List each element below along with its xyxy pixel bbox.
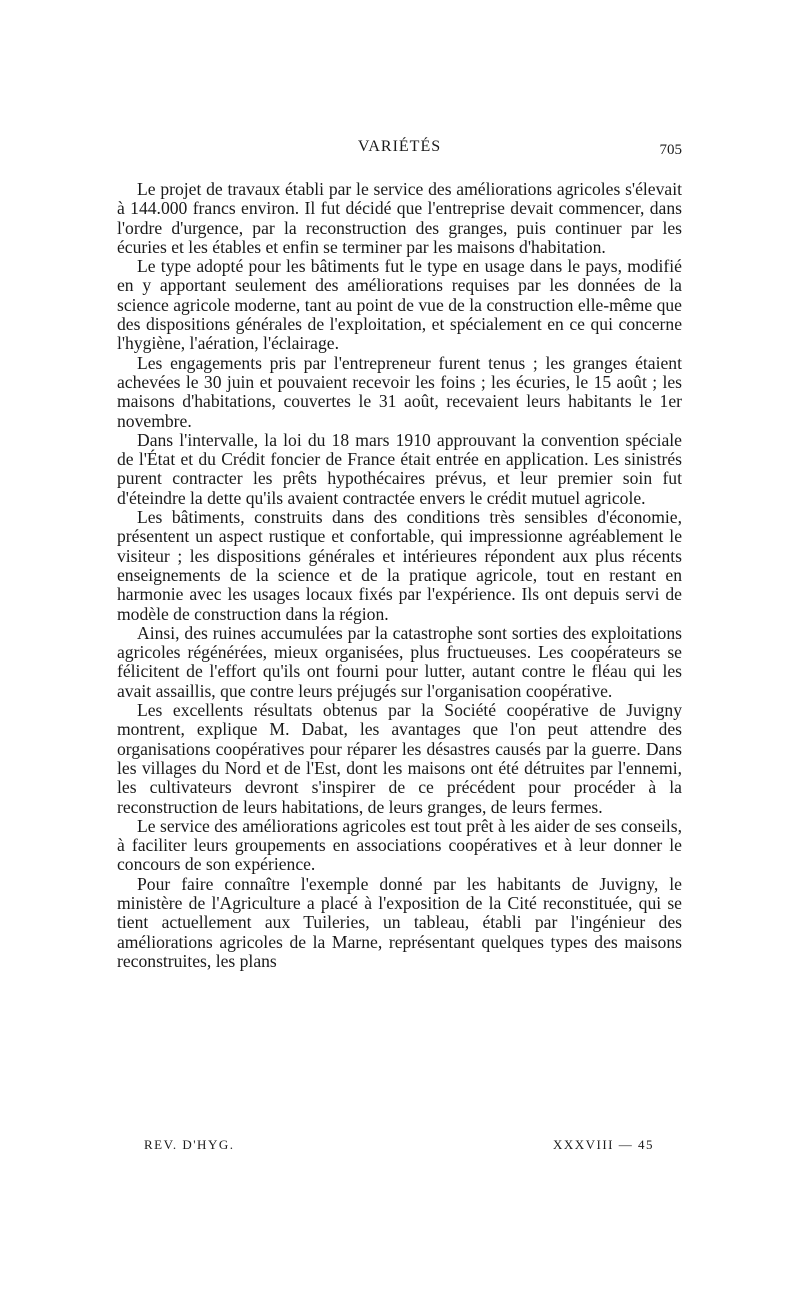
running-title: VARIÉTÉS <box>357 138 442 155</box>
paragraph-projet-travaux: Le projet de travaux établi par le service des améliorations agricoles s'élevait à 144.000 francs environ. Il fut décidé que l'entreprise devait commencer, dans l'ordre d'urgence, par la reconstruction des granges, puis continuer par les écuries et les étables et enfin se terminer par les maisons d'habitation. <box>117 179 682 257</box>
paragraph-loi-1910: Dans l'intervalle, la loi du 18 mars 1910 approuvant la convention spéciale de l'État et du Crédit foncier de France était entrée en application. Les sinistrés purent contracter les prêts hypothécaires prévus, et leur premier soin fut d'éteindre la dette qu'ils avaient contractée envers le crédit mutuel agricole. <box>117 429 682 508</box>
paragraph-resultats-juvigny: Les excellents résultats obtenus par la Société coopérative de Juvigny montrent, explique M. Dabat, les avantages que l'on peut attendre des organisations coopératives pour réparer les désastres causés par la guerre. Dans les villages du Nord et de l'Est, dont les maisons ont été détruites par l'ennemi, les cultivateurs devront s'inspirer de ce précédent pour procéder à la reconstruction de leurs habitations, de leurs granges, de leurs fermes. <box>117 700 682 817</box>
paragraph-service-ameliorations: Le service des améliorations agricoles est tout prêt à les aider de ses conseils, à faciliter leurs groupements en associations coopératives et à leur donner le concours de son expérience. <box>117 815 682 875</box>
footer-journal: REV. D'HYG. <box>144 1137 235 1152</box>
paragraph-batiments-construits: Les bâtiments, construits dans des conditions très sensibles d'économie, présentent un aspect rustique et confortable, qui impressionne agréablement le visiteur ; les dispositions générales et intérieures répondent aux plus récents enseignements de la science et de la pratique agricole, tout en restant en harmonie avec les usages locaux fixés par l'expérience. Ils ont depuis servi de modèle de construction dans la région. <box>117 507 682 624</box>
paragraph-engagements: Les engagements pris par l'entrepreneur furent tenus ; les granges étaient achevées le 30 juin et pouvaient recevoir les foins ; les écuries, le 15 août ; les maisons d'habitations, couvertes le 31 août, recevaient leurs habitants le 1er novembre. <box>117 352 682 431</box>
body-text <box>117 180 682 971</box>
footer-volume: XXXVIII — 45 <box>552 1137 654 1152</box>
running-head <box>117 138 682 162</box>
paragraph-type-batiments: Le type adopté pour les bâtiments fut le type en usage dans le pays, modifié en y apportant seulement des améliorations requises par les données de la science agricole moderne, tant au point de vue de la construction elle-même que des dispositions générales de l'exploitation, et spécialement en ce qui concerne l'hygiène, l'aération, l'éclairage. <box>117 256 682 354</box>
page-footer <box>144 1137 654 1159</box>
paragraph-exposition: Pour faire connaître l'exemple donné par les habitants de Juvigny, le ministère de l'Agriculture a placé à l'exposition de la Cité reconstituée, qui se tient actuellement aux Tuileries, un tableau, établi par l'ingénieur des améliorations agricoles de la Marne, représentant quelques types des maisons reconstruites, les plans <box>117 873 682 971</box>
page-number: 705 <box>659 142 682 158</box>
paragraph-ruines: Ainsi, des ruines accumulées par la catastrophe sont sorties des exploitations agricoles régénérées, mieux organisées, plus fructueuses. Les coopérateurs se félicitent de l'effort qu'ils ont fourni pour lutter, autant contre le fléau qui les avait assaillis, que contre leurs préjugés sur l'organisation coopérative. <box>117 622 682 701</box>
